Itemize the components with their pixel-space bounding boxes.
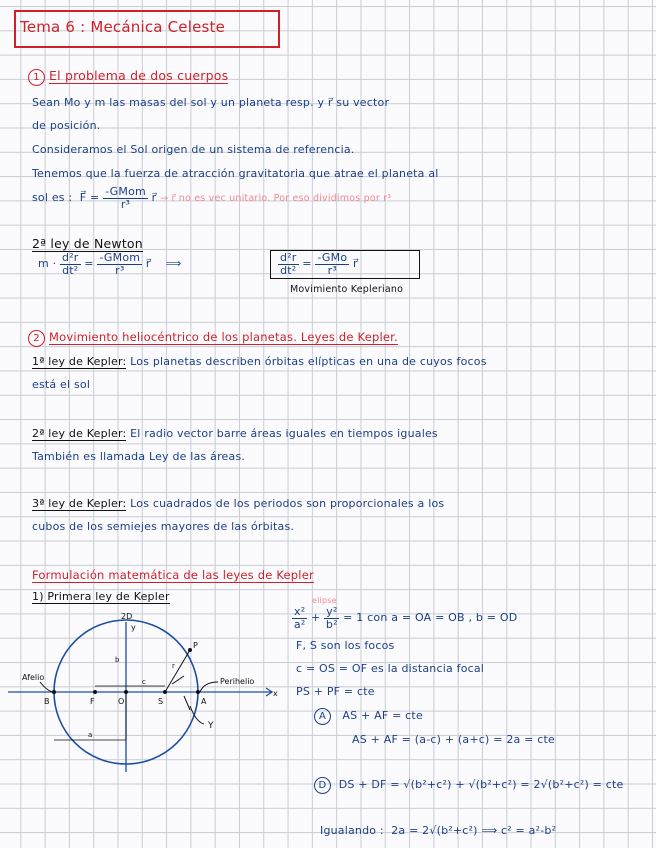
newton-d2r-frac: $\frac{\text{d²r}}{\text{dt²}}$ [62, 251, 79, 277]
boxed-equation: $\frac{\text{d²r}}{\text{dt²}}$ = $\frac{\text{-GMo}}{\text{r³}}$ r⃗ [280, 251, 358, 277]
label-a: a [88, 731, 93, 739]
section1-title: El problema de dos cuerpos [49, 68, 229, 83]
force-den: r³ [120, 197, 131, 211]
first-law-sub: 1) Primera ley de Kepler [32, 590, 170, 603]
ellipse-diagram [0, 600, 290, 780]
s1-line4: Tenemos que la fuerza de atracción gravitatoria que atrae el planeta al [32, 167, 439, 180]
law1-text: Los planetas describen órbitas elípticas en una de cuyos focos [130, 355, 487, 368]
foci-line: F, S son los focos [296, 639, 395, 652]
newton-equation [38, 252, 181, 276]
label-P: P [193, 641, 198, 650]
newton-eq: = [84, 257, 94, 271]
page-title: Tema 6 : Mecánica Celeste [20, 18, 226, 36]
law1-text2: está el sol [32, 378, 91, 391]
force-note: → r⃗ no es vec unitario. Por eso dividimos por r³ [160, 193, 392, 205]
newton-rhs-frac: $\frac{\text{-GMom}}{\text{r³}}$ [99, 251, 141, 277]
force-vec: r⃗ [151, 191, 157, 205]
law3-label: 3ª ley de Kepler: [32, 497, 127, 510]
focal-line: c = OS = OF es la distancia focal [296, 662, 485, 675]
force-num: -GMom [105, 185, 146, 198]
law2-label: 2ª ley de Kepler: [32, 427, 127, 440]
force-lhs: F⃗ = [79, 191, 100, 205]
s1-line2: de posición. [32, 119, 101, 132]
s1-line3: Consideramos el Sol origen de un sistema de referencia. [32, 143, 355, 156]
formulation-heading: Formulación matemática de las leyes de Kepler [32, 568, 314, 582]
section2-number: 2 [28, 330, 45, 347]
newton-vec: r⃗ [145, 257, 151, 271]
label-afelio: Afelio [22, 673, 45, 682]
sum-line: PS + PF = cte [296, 685, 375, 698]
section1-heading [28, 68, 228, 86]
force-fraction [103, 186, 148, 210]
label-B: B [44, 697, 50, 706]
newton-heading: 2ª ley de Newton [32, 236, 143, 251]
label-F: F [90, 697, 95, 706]
law3-text2: cubos de los semiejes mayores de las órbitas. [32, 520, 295, 533]
caseA-line2: AS + AF = (a-c) + (a+c) = 2a = cte [352, 733, 556, 746]
law1-label: 1ª ley de Kepler: [32, 355, 127, 368]
law3-text: Los cuadrados de los periodos son proporcionales a los [130, 497, 445, 510]
caseD-line: D DS + DF = √(b²+c²) + √(b²+c²) = 2√(b²+c²) = cte [314, 777, 624, 794]
label-c: c [142, 678, 146, 686]
label-O: O [118, 697, 125, 706]
newton-m: m · [38, 257, 57, 271]
law1-line [32, 355, 487, 368]
ellipse-tag: elipse [312, 596, 337, 605]
s1-line5-prefix: sol es : [32, 191, 73, 205]
section2-heading [28, 330, 398, 347]
label-A: A [201, 697, 207, 706]
label-b: b [115, 656, 120, 664]
label-y: y [131, 623, 136, 632]
label-S: S [158, 697, 164, 706]
label-x: x [273, 689, 278, 698]
newton-arrow: ⟹ [165, 257, 182, 271]
label-perihelio: Perihelio [220, 677, 255, 686]
section1-number: 1 [28, 69, 45, 86]
box-label: Movimiento Kepleriano [290, 284, 404, 295]
label-2D: 2D [121, 612, 133, 621]
caseA-line1: A AS + AF = cte [314, 708, 423, 725]
s1-force-line [32, 186, 391, 210]
law2-text: El radio vector barre áreas iguales en tiempos iguales [130, 427, 438, 440]
igualando-line: Igualando : 2a = 2√(b²+c²) ⟹ c² = a²-b² [320, 824, 557, 837]
label-r: r [172, 662, 175, 670]
law2-line [32, 427, 438, 440]
section2-title: Movimiento heliocéntrico de los planetas. Leyes de Kepler. [49, 330, 398, 344]
ellipse-eq: $\frac{\text{x²}}{\text{a²}}$ + $\frac{\text{y²}}{\text{b²}}$ = 1 con a = OA = OB , b = OD [293, 605, 518, 631]
s1-line1: Sean Mo y m las masas del sol y un planeta resp. y r⃗ su vector [32, 96, 390, 109]
law2-text2: También es llamada Ley de las áreas. [32, 450, 246, 463]
law3-line [32, 497, 444, 510]
label-Y: Y [208, 721, 214, 731]
